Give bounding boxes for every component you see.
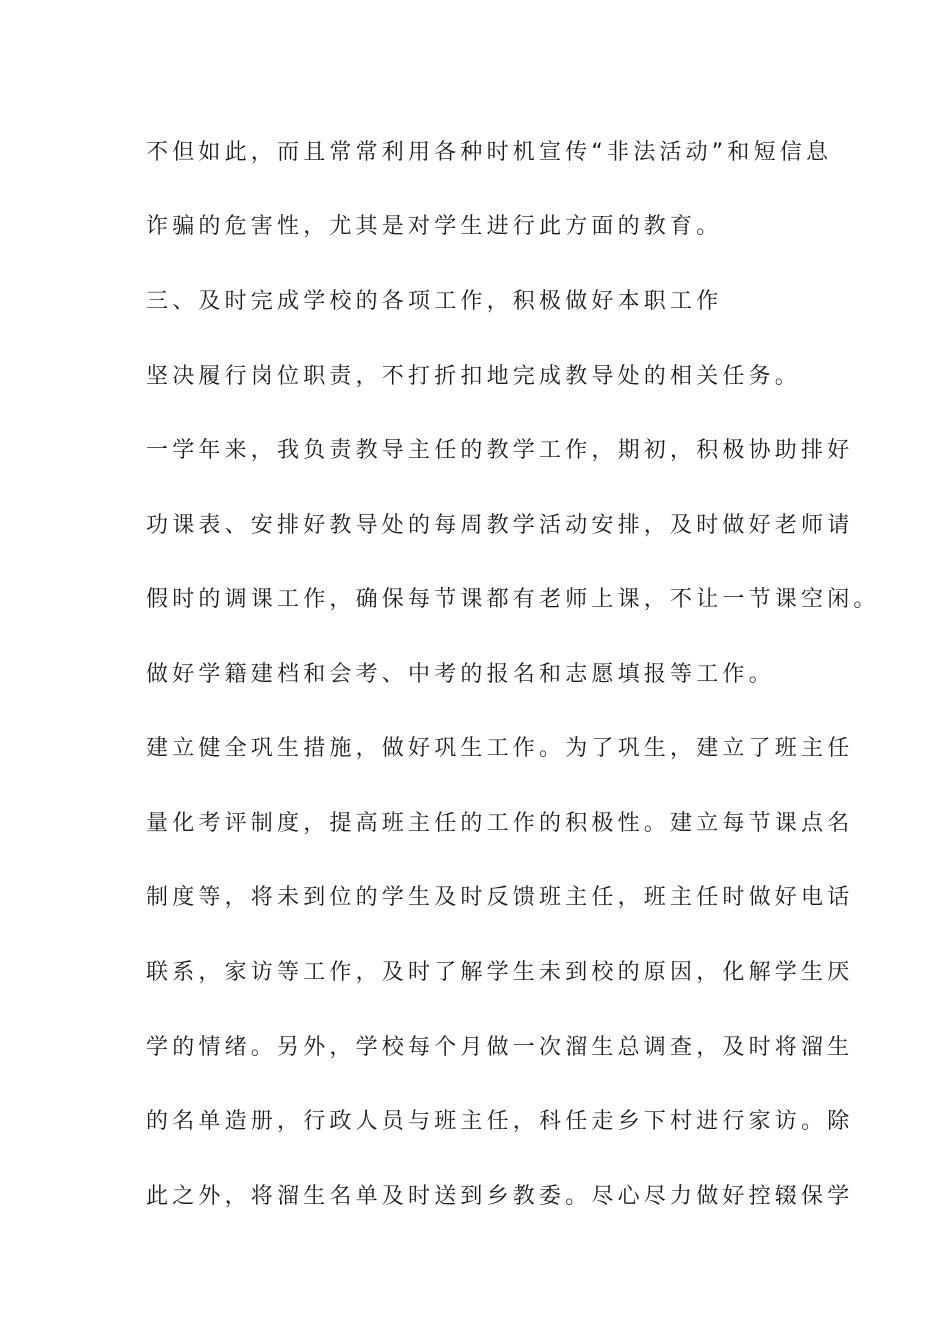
text-line: 此之外，将溜生名单及时送到乡教委。尽心尽力做好控辍保学 (146, 1184, 854, 1209)
text-line: 不但如此，而且常常利用各种时机宣传“非法活动”和短信息 (146, 140, 833, 165)
text-line: 假时的调课工作，确保每节课都有老师上课，不让一节课空闲。 (146, 587, 880, 612)
text-line: 建立健全巩生措施，做好巩生工作。为了巩生，建立了班主任 (146, 736, 854, 761)
text-line: 学的情绪。另外，学校每个月做一次溜生总调查，及时将溜生 (146, 1035, 854, 1060)
text-line: 坚决履行岗位职责，不打折扣地完成教导处的相关任务。 (146, 364, 802, 389)
text-line: 量化考评制度，提高班主任的工作的积极性。建立每节课点名 (146, 811, 854, 836)
text-line: 制度等，将未到位的学生及时反馈班主任，班主任时做好电话 (146, 885, 854, 910)
text-line: 一学年来，我负责教导主任的教学工作，期初，积极协助排好 (146, 438, 854, 463)
text-line: 做好学籍建档和会考、中考的报名和志愿填报等工作。 (146, 662, 775, 687)
text-line: 诈骗的危害性，尤其是对学生进行此方面的教育。 (146, 214, 723, 239)
section-heading: 三、及时完成学校的各项工作，积极做好本职工作 (146, 289, 723, 314)
text-line: 的名单造册，行政人员与班主任，科任走乡下村进行家访。除 (146, 1109, 854, 1134)
text-line: 功课表、安排好教导处的每周教学活动安排，及时做好老师请 (146, 513, 854, 538)
text-line: 联系，家访等工作，及时了解学生未到校的原因，化解学生厌 (146, 960, 854, 985)
